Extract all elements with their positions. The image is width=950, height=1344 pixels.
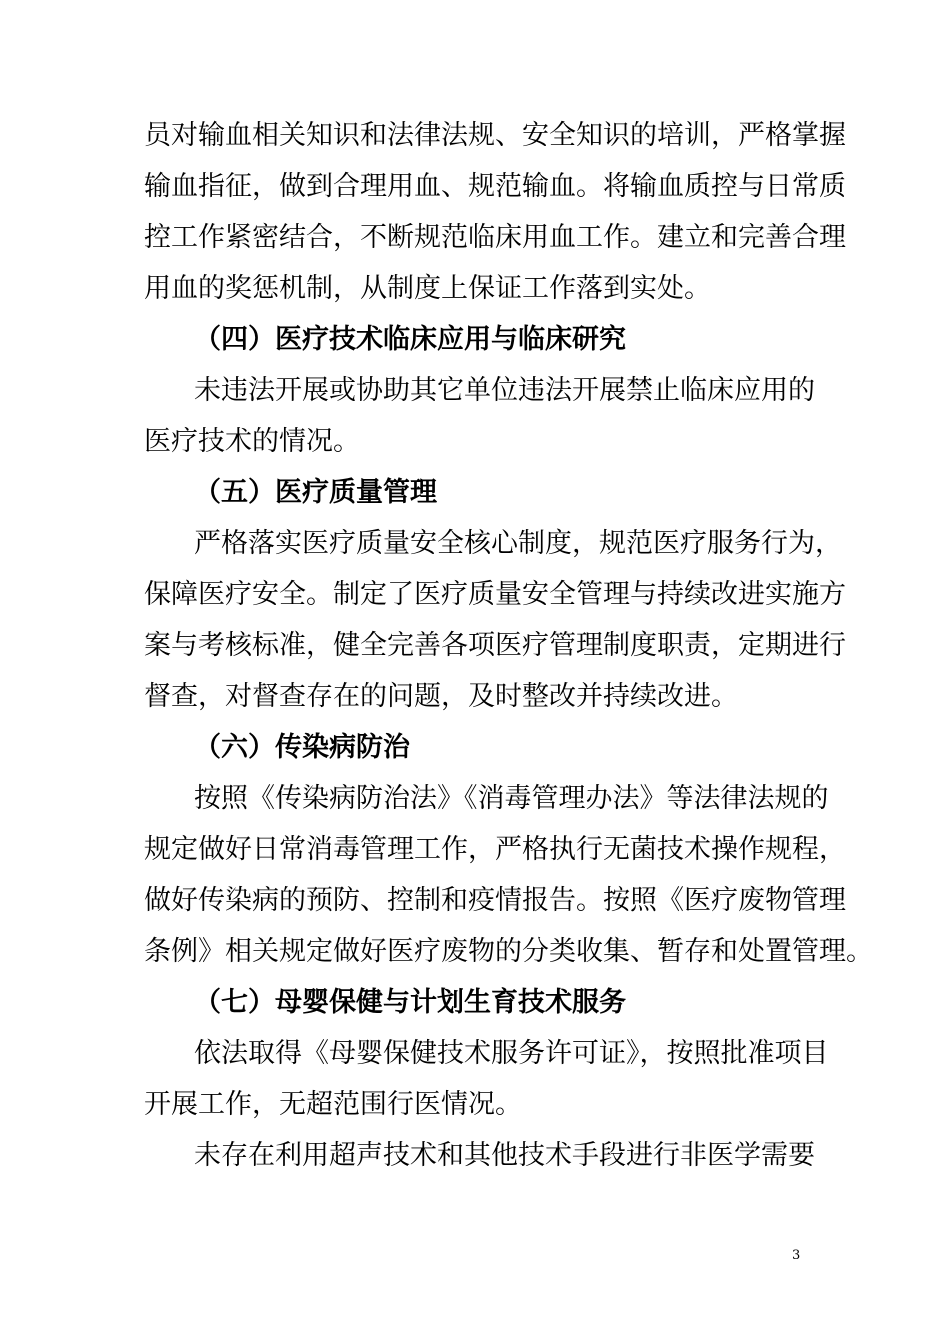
section-heading-4: （四）医疗技术临床应用与临床研究 [194, 324, 626, 355]
body-line: 控工作紧密结合，不断规范临床用血工作。建立和完善合理 [144, 222, 846, 253]
body-line: 规定做好日常消毒管理工作，严格执行无菌技术操作规程， [144, 834, 846, 865]
body-line: 保障医疗安全。制定了医疗质量安全管理与持续改进实施方 [144, 579, 846, 610]
body-line: 条例》相关规定做好医疗废物的分类收集、暂存和处置管理。 [144, 936, 873, 967]
body-line: 员对输血相关知识和法律法规、安全知识的培训，严格掌握 [144, 120, 846, 151]
body-line: 未违法开展或协助其它单位违法开展禁止临床应用的 [194, 375, 815, 406]
page-number: 3 [792, 1248, 801, 1263]
body-line: 未存在利用超声技术和其他技术手段进行非医学需要 [194, 1140, 815, 1171]
body-line: 严格落实医疗质量安全核心制度，规范医疗服务行为， [194, 528, 842, 559]
body-line: 用血的奖惩机制，从制度上保证工作落到实处。 [144, 273, 711, 304]
section-heading-6: （六）传染病防治 [194, 732, 410, 763]
body-line: 督查，对督查存在的问题，及时整改并持续改进。 [144, 681, 738, 712]
body-line: 依法取得《母婴保健技术服务许可证》，按照批准项目 [194, 1038, 829, 1069]
body-line: 按照《传染病防治法》《消毒管理办法》等法律法规的 [194, 783, 829, 814]
body-line: 医疗技术的情况。 [144, 426, 360, 457]
document-body [144, 110, 873, 1181]
body-line: 输血指征，做到合理用血、规范输血。将输血质控与日常质 [144, 171, 846, 202]
section-heading-5: （五）医疗质量管理 [194, 477, 437, 508]
body-line: 做好传染病的预防、控制和疫情报告。按照《医疗废物管理 [144, 885, 846, 916]
body-line: 开展工作，无超范围行医情况。 [144, 1089, 522, 1120]
section-heading-7: （七）母婴保健与计划生育技术服务 [194, 987, 626, 1018]
body-line: 案与考核标准，健全完善各项医疗管理制度职责，定期进行 [144, 630, 846, 661]
